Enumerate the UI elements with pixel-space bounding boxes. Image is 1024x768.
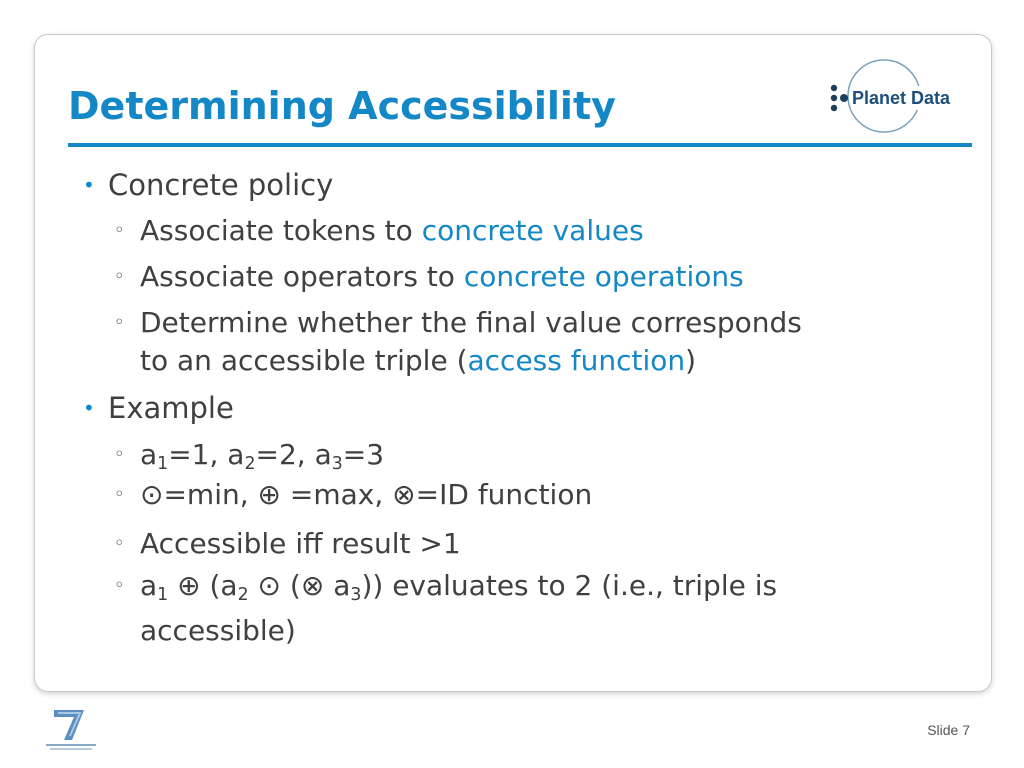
bullet-marker: • — [83, 173, 95, 197]
sub-bullet-marker: ◦ — [114, 312, 125, 333]
odot-symbol: ⊙ — [257, 569, 282, 602]
slide-number: Slide 7 — [927, 722, 970, 738]
sub-bullet-evaluation-line2: accessible) — [140, 614, 296, 647]
sub-bullet-marker: ◦ — [114, 266, 125, 287]
oplus-symbol: ⊕ — [257, 478, 281, 511]
slide-title: Determining Accessibility — [68, 84, 616, 128]
sub-bullet-token-values: $a_1=1$, $a_2=2$, $a_3=3$ — [140, 438, 385, 474]
sub-bullet-determine-line2: to an accessible triple (access function) — [140, 344, 697, 377]
highlight-access-function: access function — [467, 344, 686, 377]
otimes-symbol: ⊗ — [392, 478, 416, 511]
bullet-concrete-policy: Concrete policy — [108, 168, 334, 202]
sub-bullet-marker: ◦ — [114, 220, 125, 241]
sub-bullet-associate-operators: Associate operators to concrete operations — [140, 260, 744, 293]
sub-bullet-marker: ◦ — [114, 575, 125, 596]
highlight-concrete-values: concrete values — [421, 214, 644, 247]
bullet-example: Example — [108, 391, 234, 425]
sub-bullet-determine-line1: Determine whether the final value corresponds — [140, 306, 802, 339]
highlight-concrete-operations: concrete operations — [463, 260, 744, 293]
logo-wordmark: Planet Data — [852, 88, 951, 108]
oplus-symbol: ⊕ — [177, 569, 201, 602]
sub-bullet-operator-values: ⊙=min, ⊕ =max, ⊗=ID function — [140, 478, 593, 511]
seventh-framework-logo — [44, 706, 98, 754]
sub-bullet-marker: ◦ — [114, 484, 125, 505]
sub-bullet-marker: ◦ — [114, 533, 125, 554]
sub-bullet-associate-tokens: Associate tokens to concrete values — [140, 214, 644, 247]
title-divider — [68, 143, 972, 147]
otimes-symbol: ⊗ — [300, 569, 325, 602]
odot-symbol: ⊙ — [140, 478, 164, 511]
planet-data-logo — [828, 48, 978, 138]
sub-bullet-marker: ◦ — [114, 444, 125, 465]
sub-bullet-accessible-iff: Accessible iff result >1 — [140, 527, 461, 560]
sub-bullet-evaluation-line1: $a_1$ ⊕ ($a_2$ ⊙ (⊗ $a_3$)) evaluates to 2 (i.e., triple is — [140, 569, 778, 605]
bullet-marker: • — [83, 396, 95, 420]
